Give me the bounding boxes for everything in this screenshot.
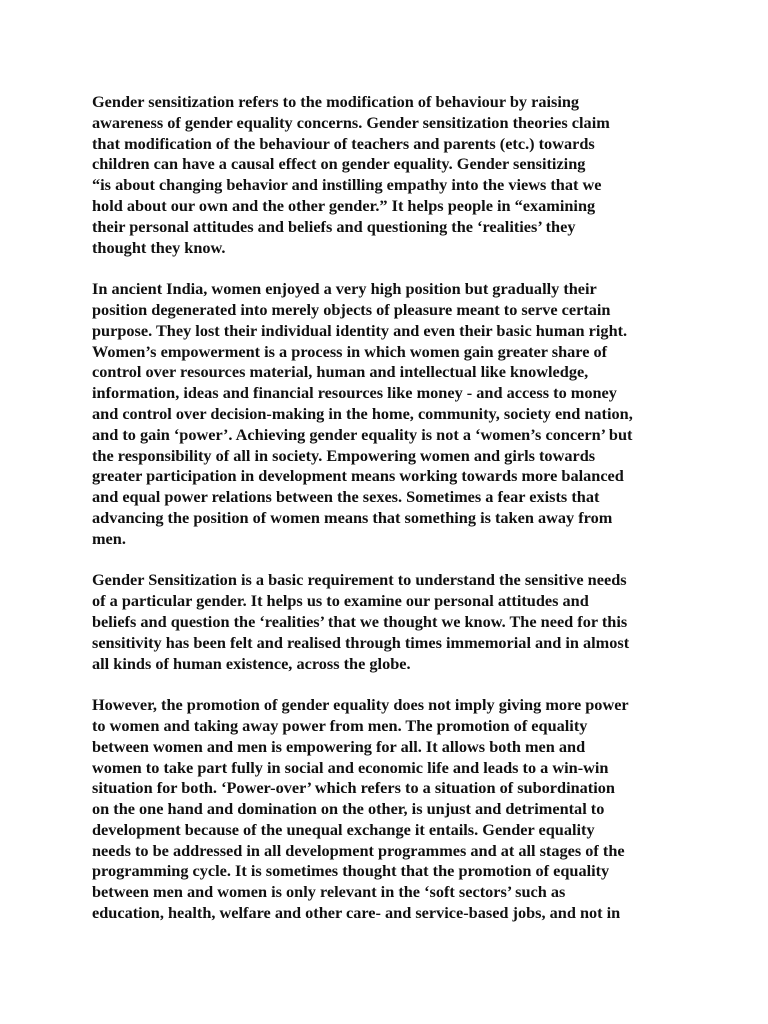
paragraph-gender-sensitization-definition [92, 92, 676, 258]
text-line: of a particular gender. It helps us to examine our personal attitudes and [92, 591, 589, 611]
text-line: beliefs and question the ‘realities’ that we thought we know. The need for this [92, 611, 628, 631]
text-line: that modification of the behaviour of teachers and parents (etc.) towards [92, 133, 595, 153]
text-line: sensitivity has been felt and realised through times immemorial and in almost [92, 632, 630, 652]
text-line: on the one hand and domination on the other, is unjust and detrimental to [92, 799, 605, 819]
text-line: programming cycle. It is sometimes thought that the promotion of equality [92, 861, 610, 881]
text-line: purpose. They lost their individual identity and even their basic human right. [92, 320, 628, 340]
text-line: needs to be addressed in all development programmes and at all stages of the [92, 840, 625, 860]
paragraph-sensitization-requirement [92, 570, 676, 674]
paragraph-women-empowerment [92, 279, 676, 549]
text-line: all kinds of human existence, across the globe. [92, 653, 411, 673]
text-line: between women and men is empowering for all. It allows both men and [92, 736, 586, 756]
text-line: position degenerated into merely objects of pleasure meant to serve certain [92, 299, 611, 319]
text-line: information, ideas and financial resources like money - and access to money [92, 383, 617, 403]
text-line: hold about our own and the other gender.” It helps people in “examining [92, 195, 596, 215]
text-line: children can have a causal effect on gender equality. Gender sensitizing [92, 154, 586, 174]
text-line: and control over decision-making in the home, community, society end nation, [92, 403, 633, 423]
text-line: education, health, welfare and other care- and service-based jobs, and not in [92, 903, 621, 923]
text-line: awareness of gender equality concerns. Gender sensitization theories claim [92, 112, 610, 132]
text-line: their personal attitudes and beliefs and questioning the ‘realities’ they [92, 216, 576, 236]
text-line: men. [92, 528, 126, 548]
text-line: and equal power relations between the sexes. Sometimes a fear exists that [92, 487, 600, 507]
text-line: “is about changing behavior and instilling empathy into the views that we [92, 175, 602, 195]
text-line: Women’s empowerment is a process in which women gain greater share of [92, 341, 608, 361]
text-line: the responsibility of all in society. Empowering women and girls towards [92, 445, 596, 465]
text-line: thought they know. [92, 237, 226, 257]
paragraph-promotion-of-equality [92, 695, 676, 924]
text-line: Gender sensitization refers to the modification of behaviour by raising [92, 92, 580, 111]
text-line: Gender Sensitization is a basic requirement to understand the sensitive needs [92, 570, 627, 590]
text-line: advancing the position of women means that something is taken away from [92, 507, 613, 527]
text-line: and to gain ‘power’. Achieving gender equality is not a ‘women’s concern’ but [92, 424, 633, 444]
text-line: to women and taking away power from men. The promotion of equality [92, 715, 588, 735]
text-line: between men and women is only relevant in the ‘soft sectors’ such as [92, 882, 566, 902]
text-line: women to take part fully in social and economic life and leads to a win-win [92, 757, 609, 777]
text-line: However, the promotion of gender equality does not imply giving more power [92, 695, 629, 715]
text-line: development because of the unequal exchange it entails. Gender equality [92, 819, 595, 839]
text-line: situation for both. ‘Power-over’ which refers to a situation of subordination [92, 778, 615, 798]
text-line: In ancient India, women enjoyed a very high position but gradually their [92, 279, 597, 299]
text-line: greater participation in development means working towards more balanced [92, 466, 624, 486]
document-body [92, 92, 676, 945]
text-line: control over resources material, human and intellectual like knowledge, [92, 362, 589, 382]
